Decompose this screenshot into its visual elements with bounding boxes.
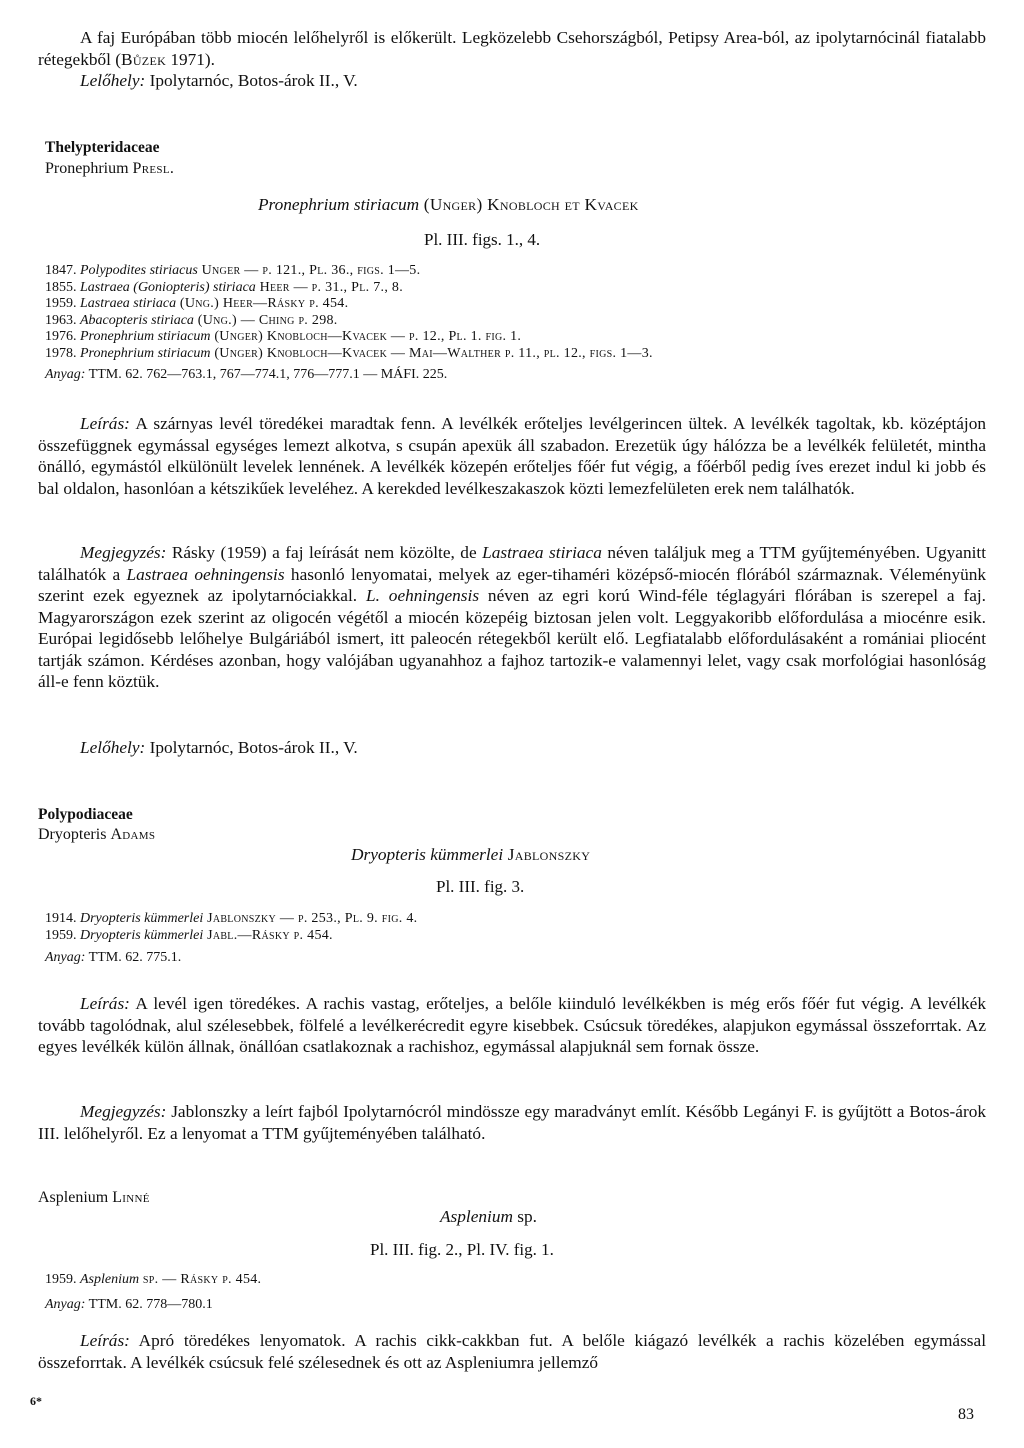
synonymy-entry: 1959. Dryopteris kümmerlei Jabl.—Rásky p. 454. [45, 927, 333, 943]
page-number: 83 [958, 1406, 974, 1423]
description-paragraph: Leírás: Apró töredékes lenyomatok. A rachis cikk-cakkban fut. A belőle kiágazó levélkék a rachis közelében egymással összeforrtak. A levélkék csúcsuk felé szélesednek és ott az Aspleniumra jellemző [38, 1331, 986, 1372]
material-line: Anyag: TTM. 62. 762—763.1, 767—774.1, 776—777.1 — MÁFI. 225. [45, 367, 448, 382]
family-heading: Thelypteridaceae [45, 139, 160, 156]
plate-reference: Pl. III. figs. 1., 4. [424, 230, 541, 249]
species-title: Pronephrium stiriacum (Unger) Knobloch et Kvacek [258, 195, 639, 214]
plate-reference: Pl. III. fig. 2., Pl. IV. fig. 1. [370, 1240, 554, 1259]
synonymy-list [45, 263, 653, 363]
genus-heading: Dryopteris Adams [38, 826, 156, 843]
remark-paragraph: Megjegyzés: Jablonszky a leírt fajból Ipolytarnócról mindössze egy maradványt említ. Később Legányi F. is gyűjtött a Botos-árok III. lelőhelyről. Ez a lenyomat a TTM gyűjteményében található. [38, 1102, 986, 1143]
synonymy-entry: 1959. Asplenium sp. — Rásky p. 454. [45, 1272, 262, 1287]
synonymy-list [45, 1272, 261, 1289]
synonymy-entry: 1959. Lastraea stiriaca (Ung.) Heer—Rásky p. 454. [45, 296, 349, 312]
description-paragraph: Leírás: A levél igen töredékes. A rachis vastag, erőteljes, a belőle kiinduló levélkékben is még erős főér fut végig. A levélkék tovább tagolódnak, alul szélesebbek, fölfelé a levélkerécredit egyre kisebbek. Csúcsuk töredékes, alapjukon egymással összeforrtak. Az egyes levélkék külön állnak, önállóan csatlakoznak a rachishoz, egymással alapjuknál sem fornak össze. [38, 994, 986, 1056]
synonymy-entry: 1914. Dryopteris kümmerlei Jablonszky — p. 253., Pl. 9. fig. 4. [45, 911, 418, 926]
genus-heading: Asplenium Linné [38, 1189, 150, 1206]
signature-mark: 6* [30, 1394, 42, 1408]
material-line: Anyag: TTM. 62. 775.1. [45, 950, 182, 965]
synonymy-entry: 1976. Pronephrium stiriacum (Unger) Knobloch—Kvacek — p. 12., Pl. 1. fig. 1. [45, 329, 522, 345]
plate-reference: Pl. III. fig. 3. [436, 877, 525, 896]
description-paragraph: Leírás: A szárnyas levél töredékei maradtak fenn. A levélkék erőteljes levélgerincen ültek. A levélkék tagoltak, kb. középtájon összefüggnek egymással egységes lemezt alkotva, s csupán apexük áll szabadon. Erezetük úgy hálózza be a levélkék felületét, mintha önálló, egymástól elkülönült levelek lennének. A levélkék közepén erőteljes főér fut végig, a főérből pedig íves erezet indul ki jobb és bal oldalon, hasonlóan a kétszikűek leveléhez. A kerekded levélkeszakaszok közti lemezfelületen erek nem találhatók. [38, 414, 986, 498]
synonymy-list [45, 911, 417, 944]
material-line: Anyag: TTM. 62. 778—780.1 [45, 1297, 213, 1312]
synonymy-entry: 1978. Pronephrium stiriacum (Unger) Knobloch—Kvacek — Mai—Walther p. 11., pl. 12., figs. 1—3. [45, 345, 653, 361]
family-heading: Polypodiaceae [38, 806, 133, 823]
synonymy-entry: 1963. Abacopteris stiriaca (Ung.) — Ching p. 298. [45, 312, 338, 328]
synonymy-entry: 1855. Lastraea (Goniopteris) stiriaca Heer — p. 31., Pl. 7., 8. [45, 279, 404, 295]
genus-heading: Pronephrium Presl. [45, 160, 175, 177]
species-title: Asplenium sp. [440, 1207, 537, 1226]
species-title: Dryopteris kümmerlei Jablonszky [351, 845, 591, 864]
citation-author: Bůzek [121, 49, 167, 69]
locality-label: Lelőhely: [80, 71, 146, 90]
synonymy-entry: 1847. Polypodites stiriacus Unger — p. 121., Pl. 36., figs. 1—5. [45, 263, 421, 278]
remark-paragraph: Megjegyzés: Rásky (1959) a faj leírását nem közölte, de Lastraea stiriaca néven találjuk meg a TTM gyűjteményében. Ugyanitt találhatók a Lastraea oehningensis hasonló lenyomatai, melyek az eger-tihaméri középső-miocén flórából származnak. Véleményünk szerint ezek egyeznek az ipolytarnóciakkal. L. oehningensis néven az egri korú Wind-féle téglagyári flórában is szerepel a faj. Magyarországon ezek szerint az oligocén végétől a miocén közepéig biztosan jelen volt. Leggyakoribb előfordulása a miocénre esik. Európai legidősebb lelőhelye Bulgáriából ismert, itt paleocén rétegekből került elő. Legfiatalabb előfordulásaként a romániai pliocént tartják számon. Kérdéses azonban, hogy valójában ugyanahhoz a fajhoz tartozik-e valamennyi lelet, vagy csak morfológiai hasonlóság áll-e fenn köztük. [38, 543, 987, 691]
intro-paragraph: A faj Európában több miocén lelőhelyről is előkerült. Legközelebb Csehországból, Petipsy Area-ból, az ipolytarnócinál fiatalabb rétegekből (Bůzek 1971). Lelőhely: Ipolytarnóc, Botos-árok II., V. [38, 28, 986, 90]
locality-paragraph: Lelőhely: Ipolytarnóc, Botos-árok II., V. [80, 738, 358, 757]
